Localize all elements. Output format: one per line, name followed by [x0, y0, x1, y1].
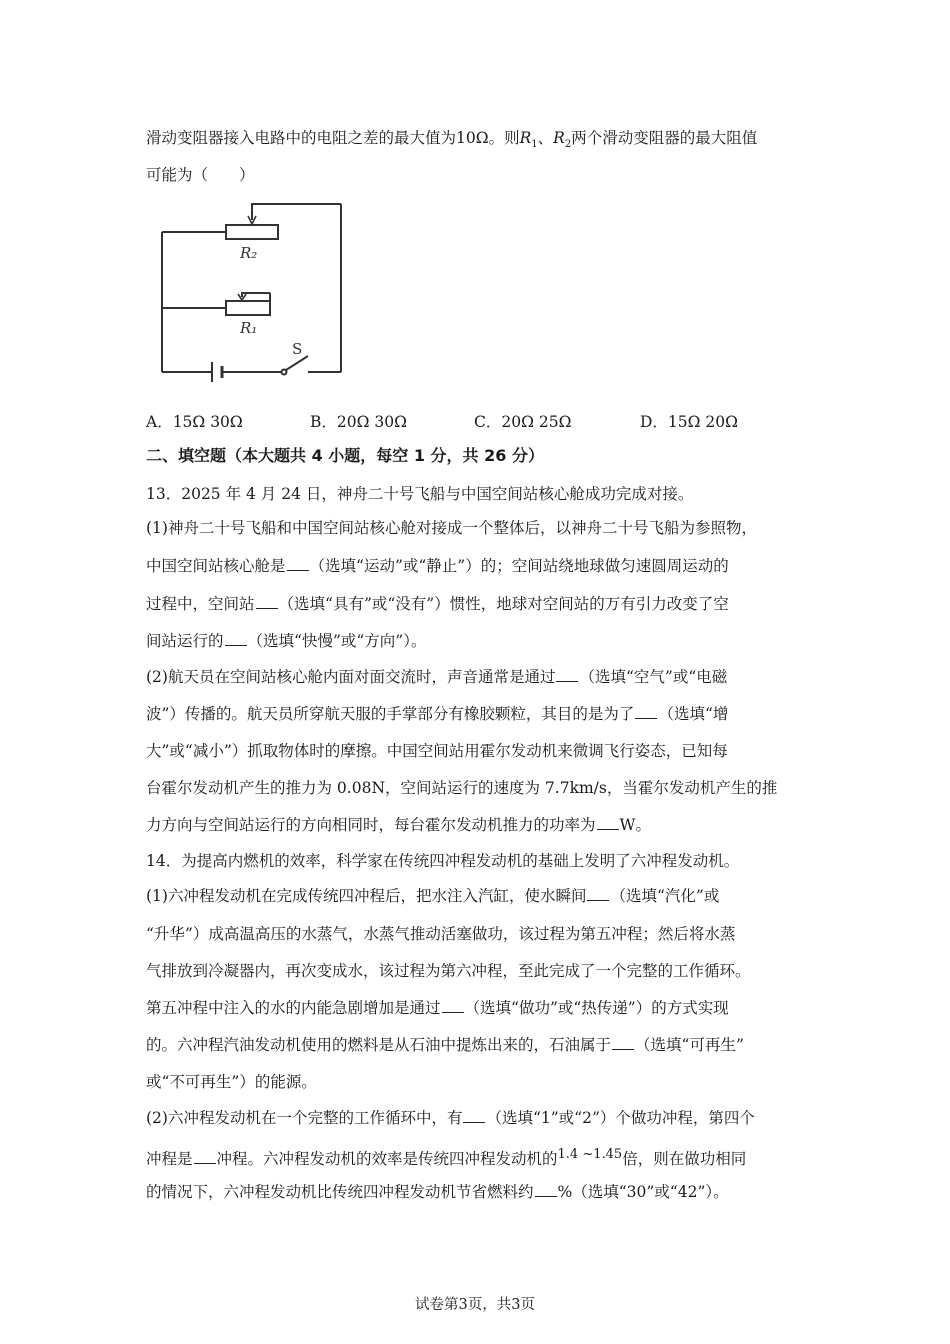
intro-text-post: 两个滑动变阻器的最大阻值 [571, 129, 758, 147]
q13-stem: 13．2025 年 4 月 24 日，神舟二十号飞船与中国空间站核心舱成功完成对接。 [146, 485, 694, 503]
answer-blank[interactable] [287, 556, 309, 571]
answer-blank[interactable] [535, 1182, 557, 1197]
q14-p1-line4 [146, 998, 729, 1018]
q14-p1-line3: 气排放到冷凝器内，再次变成水，该过程为第六冲程，至此完成了一个完整的工作循环。 [146, 962, 751, 980]
answer-blank[interactable] [256, 594, 278, 609]
efficiency-ratio: 1.4 ~1.45 [557, 1147, 623, 1162]
text: 间站运行的 [146, 632, 224, 650]
text: 过程中，空间站 [146, 595, 255, 613]
text: （选填“空气”或“电磁 [579, 668, 728, 686]
text: 倍，则在做功相同 [622, 1150, 747, 1168]
text: %（选填“30”或“42”）。 [557, 1183, 729, 1201]
text: 第五冲程中注入的水的内能急剧增加是通过 [146, 999, 441, 1017]
answer-blank[interactable] [597, 815, 619, 830]
r1-resistor [226, 301, 270, 315]
text: 冲程。六冲程发动机的效率是传统四冲程发动机的 [216, 1150, 558, 1168]
text: 的。六冲程汽油发动机使用的燃料是从石油中提炼出来的，石油属于 [146, 1036, 612, 1054]
q13-p1-line3 [146, 594, 729, 614]
answer-blank[interactable] [463, 1108, 485, 1123]
text: 波”）传播的。航天员所穿航天服的手掌部分有橡胶颗粒，其目的是为了 [146, 705, 635, 723]
text: W。 [619, 816, 651, 834]
q14-stem: 14．为提高内燃机的效率，科学家在传统四冲程发动机的基础上发明了六冲程发动机。 [146, 852, 740, 870]
option-b[interactable]: B．20Ω 30Ω [310, 413, 407, 431]
answer-blank[interactable] [635, 704, 657, 719]
q13-p1-line4 [146, 631, 426, 651]
switch-blade [286, 356, 308, 370]
text: (2)航天员在空间站核心舱内面对面交流时，声音通常是通过 [146, 668, 556, 686]
section-2-title: 二、填空题（本大题共 4 小题，每空 1 分，共 26 分） [146, 446, 544, 465]
q13-p2-line3: 大”或“减小”）抓取物体时的摩擦。中国空间站用霍尔发动机来微调飞行姿态，已知每 [146, 742, 728, 760]
page-footer: 试卷第3页，共3页 [415, 1297, 535, 1313]
answer-blank[interactable] [225, 631, 247, 646]
q14-p2-line2 [146, 1145, 746, 1169]
answer-blank[interactable] [587, 886, 609, 901]
q14-p1-line2: “升华”）成高温高压的水蒸气，水蒸气推动活塞做功，该过程为第五冲程；然后将水蒸 [146, 925, 736, 943]
separator: 、 [537, 129, 554, 147]
intro-text: 滑动变阻器接入电路中的电阻之差的最大值为10Ω。则 [146, 129, 520, 147]
text: （选填“具有”或“没有”）惯性，地球对空间站的万有引力改变了空 [278, 595, 729, 613]
r1-symbol: R [519, 129, 532, 147]
q14-p2-line1 [146, 1108, 755, 1128]
r2-subscript: 2 [564, 139, 572, 151]
r1-label: R₁ [240, 319, 258, 337]
question-12-text-line2: 可能为（ ） [146, 166, 255, 184]
q13-p1-line1: (1)神舟二十号飞船和中国空间站核心舱对接成一个整体后，以神舟二十号飞船为参照物， [146, 519, 757, 537]
text: 的情况下，六冲程发动机比传统四冲程发动机节省燃料约 [146, 1183, 534, 1201]
q13-p2-line4: 台霍尔发动机产生的推力为 0.08N，空间站运行的速度为 7.7km/s，当霍尔发动机产生的推 [146, 779, 778, 797]
text: （选填“1”或“2”）个做功冲程，第四个 [486, 1109, 755, 1127]
q13-p2-line5 [146, 815, 651, 835]
r2-symbol: R [553, 129, 565, 147]
q14-p2-line3 [146, 1182, 729, 1202]
question-12-text-line1 [146, 128, 757, 155]
text: （选填“可再生” [635, 1036, 744, 1054]
text: （选填“运动”或“静止”）的；空间站绕地球做匀速圆周运动的 [309, 557, 729, 575]
answer-blank[interactable] [556, 667, 578, 682]
text: （选填“快慢”或“方向”）。 [247, 632, 427, 650]
answer-blank[interactable] [612, 1035, 634, 1050]
answer-blank[interactable] [442, 998, 464, 1013]
text: (1)六冲程发动机在完成传统四冲程后，把水注入汽缸，使水瞬间 [146, 887, 587, 905]
text: （选填“做功”或“热传递”）的方式实现 [464, 999, 729, 1017]
switch-label: S [292, 340, 303, 358]
text: 力方向与空间站运行的方向相同时，每台霍尔发动机推力的功率为 [146, 816, 596, 834]
answer-blank[interactable] [194, 1149, 216, 1164]
option-c[interactable]: C．20Ω 25Ω [474, 413, 572, 431]
text: 冲程是 [146, 1150, 193, 1168]
text: （选填“增 [658, 705, 729, 723]
q13-p1-line2 [146, 556, 729, 576]
q14-p1-line6: 或“不可再生”）的能源。 [146, 1073, 317, 1091]
q13-p2-line2 [146, 704, 728, 724]
r2-label: R₂ [240, 244, 258, 262]
q13-p2-line1 [146, 667, 727, 687]
circuit-diagram [156, 198, 356, 388]
q14-p1-line5 [146, 1035, 744, 1055]
text: 中国空间站核心舱是 [146, 557, 286, 575]
option-d[interactable]: D．15Ω 20Ω [640, 413, 739, 431]
option-a[interactable]: A．15Ω 30Ω [146, 413, 243, 431]
q14-p1-line1 [146, 886, 719, 906]
text: （选填“汽化”或 [610, 887, 720, 905]
r1-subscript: 1 [531, 139, 538, 151]
text: (2)六冲程发动机在一个完整的工作循环中，有 [146, 1109, 463, 1127]
r2-resistor [226, 225, 278, 239]
